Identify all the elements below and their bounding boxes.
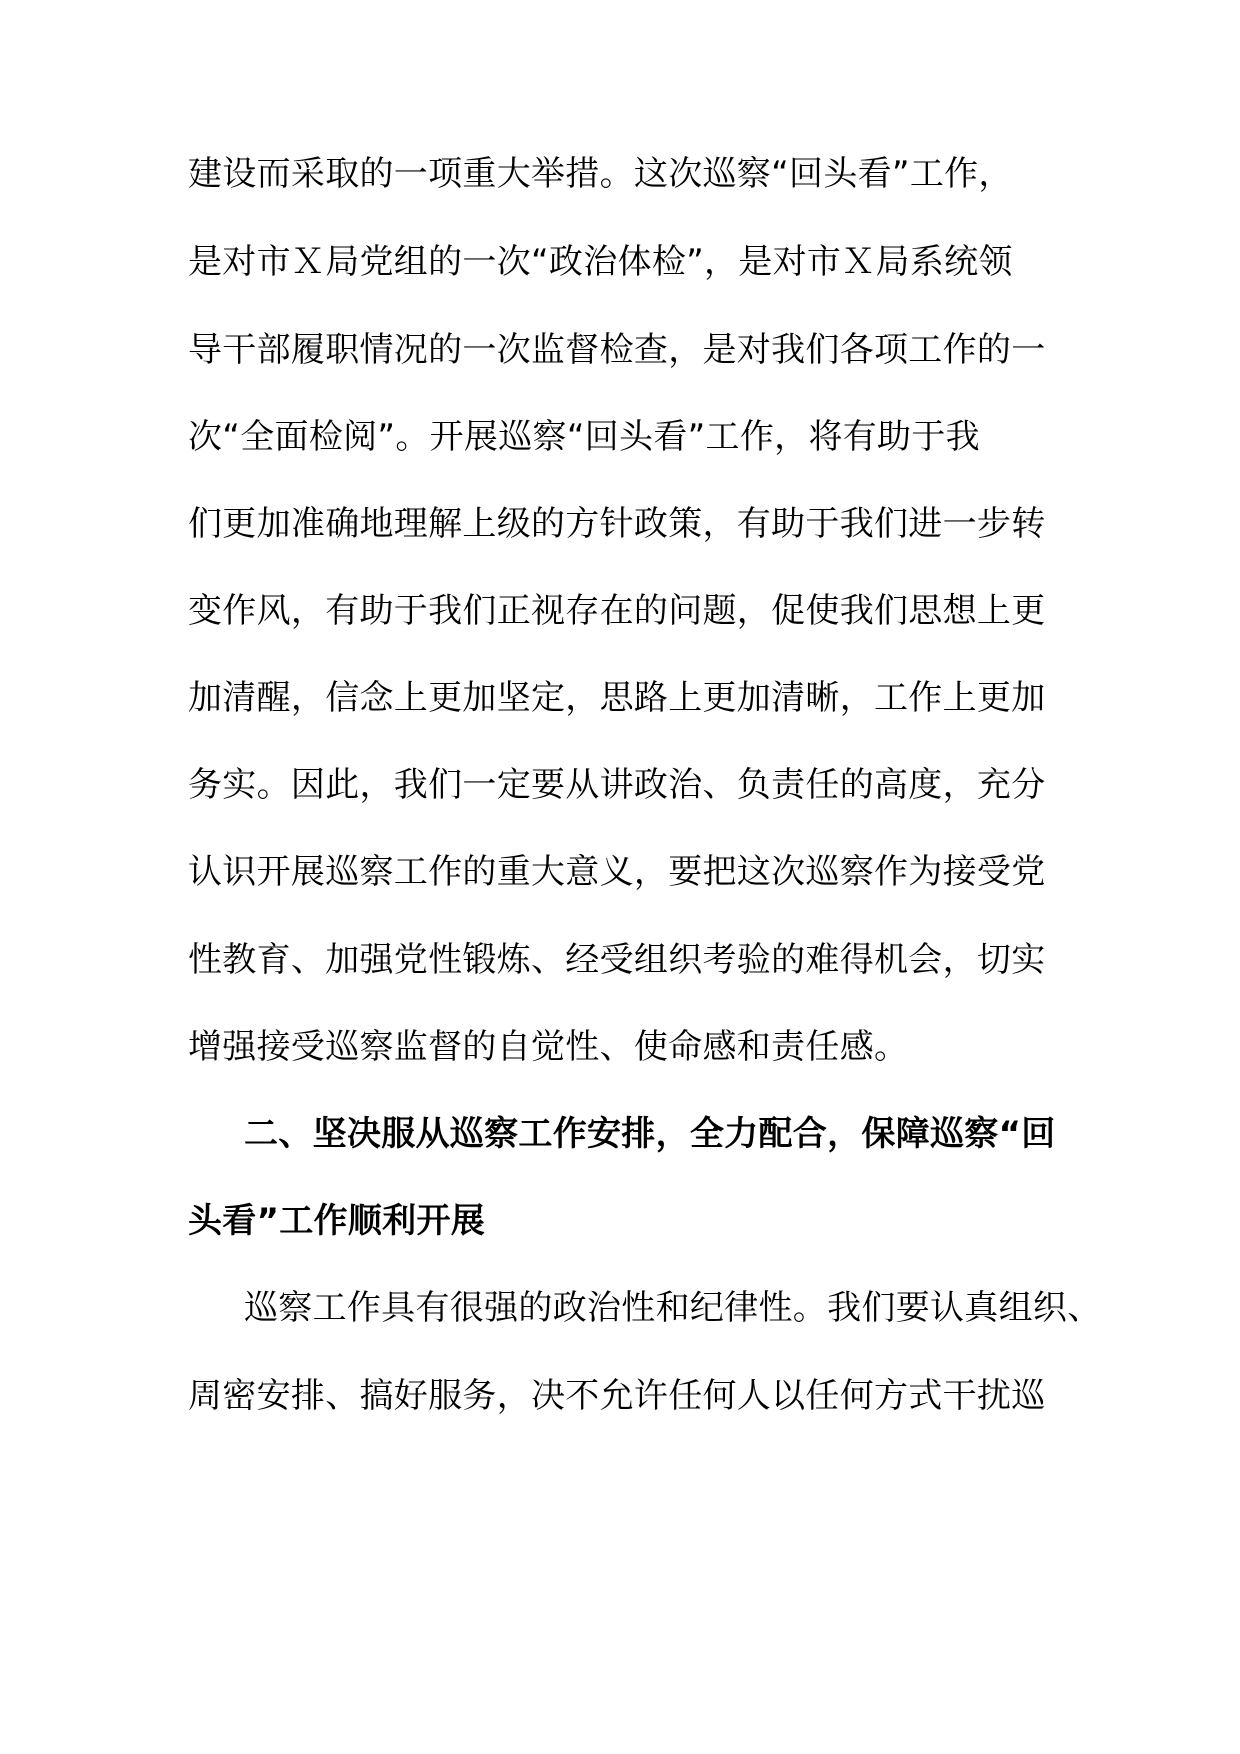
body-text-line: 是对市Ｘ局党组的一次“政治体检”，是对市Ｘ局系统领 bbox=[188, 242, 1013, 282]
body-text-line: 性教育、加强党性锻炼、经受组织考验的难得机会，切实 bbox=[188, 940, 1046, 980]
section-heading-line: 头看”工作顺利开展 bbox=[188, 1201, 486, 1241]
body-text-line: 务实。因此，我们一定要从讲政治、负责任的高度，充分 bbox=[188, 765, 1046, 805]
body-text-line: 建设而采取的一项重大举措。这次巡察“回头看”工作， bbox=[188, 154, 1013, 194]
body-text-line: 认识开展巡察工作的重大意义，要把这次巡察作为接受党 bbox=[188, 852, 1046, 892]
body-text-line: 加清醒，信念上更加坚定，思路上更加清晰，工作上更加 bbox=[188, 678, 1046, 718]
body-text-line: 导干部履职情况的一次监督检查，是对我们各项工作的一 bbox=[188, 330, 1046, 370]
body-text-line: 变作风，有助于我们正视存在的问题，促使我们思想上更 bbox=[188, 591, 1046, 631]
body-text-line: 增强接受巡察监督的自觉性、使命感和责任感。 bbox=[188, 1027, 909, 1067]
section-heading-line: 二、坚决服从巡察工作安排，全力配合，保障巡察“回 bbox=[244, 1114, 1056, 1154]
body-text-line: 巡察工作具有很强的政治性和纪律性。我们要认真组织、 bbox=[244, 1288, 1102, 1328]
body-text-line: 周密安排、搞好服务，决不允许任何人以任何方式干扰巡 bbox=[188, 1376, 1046, 1416]
body-text-line: 们更加准确地理解上级的方针政策，有助于我们进一步转 bbox=[188, 504, 1046, 544]
body-text-line: 次“全面检阅”。开展巡察“回头看”工作，将有助于我 bbox=[188, 417, 980, 457]
